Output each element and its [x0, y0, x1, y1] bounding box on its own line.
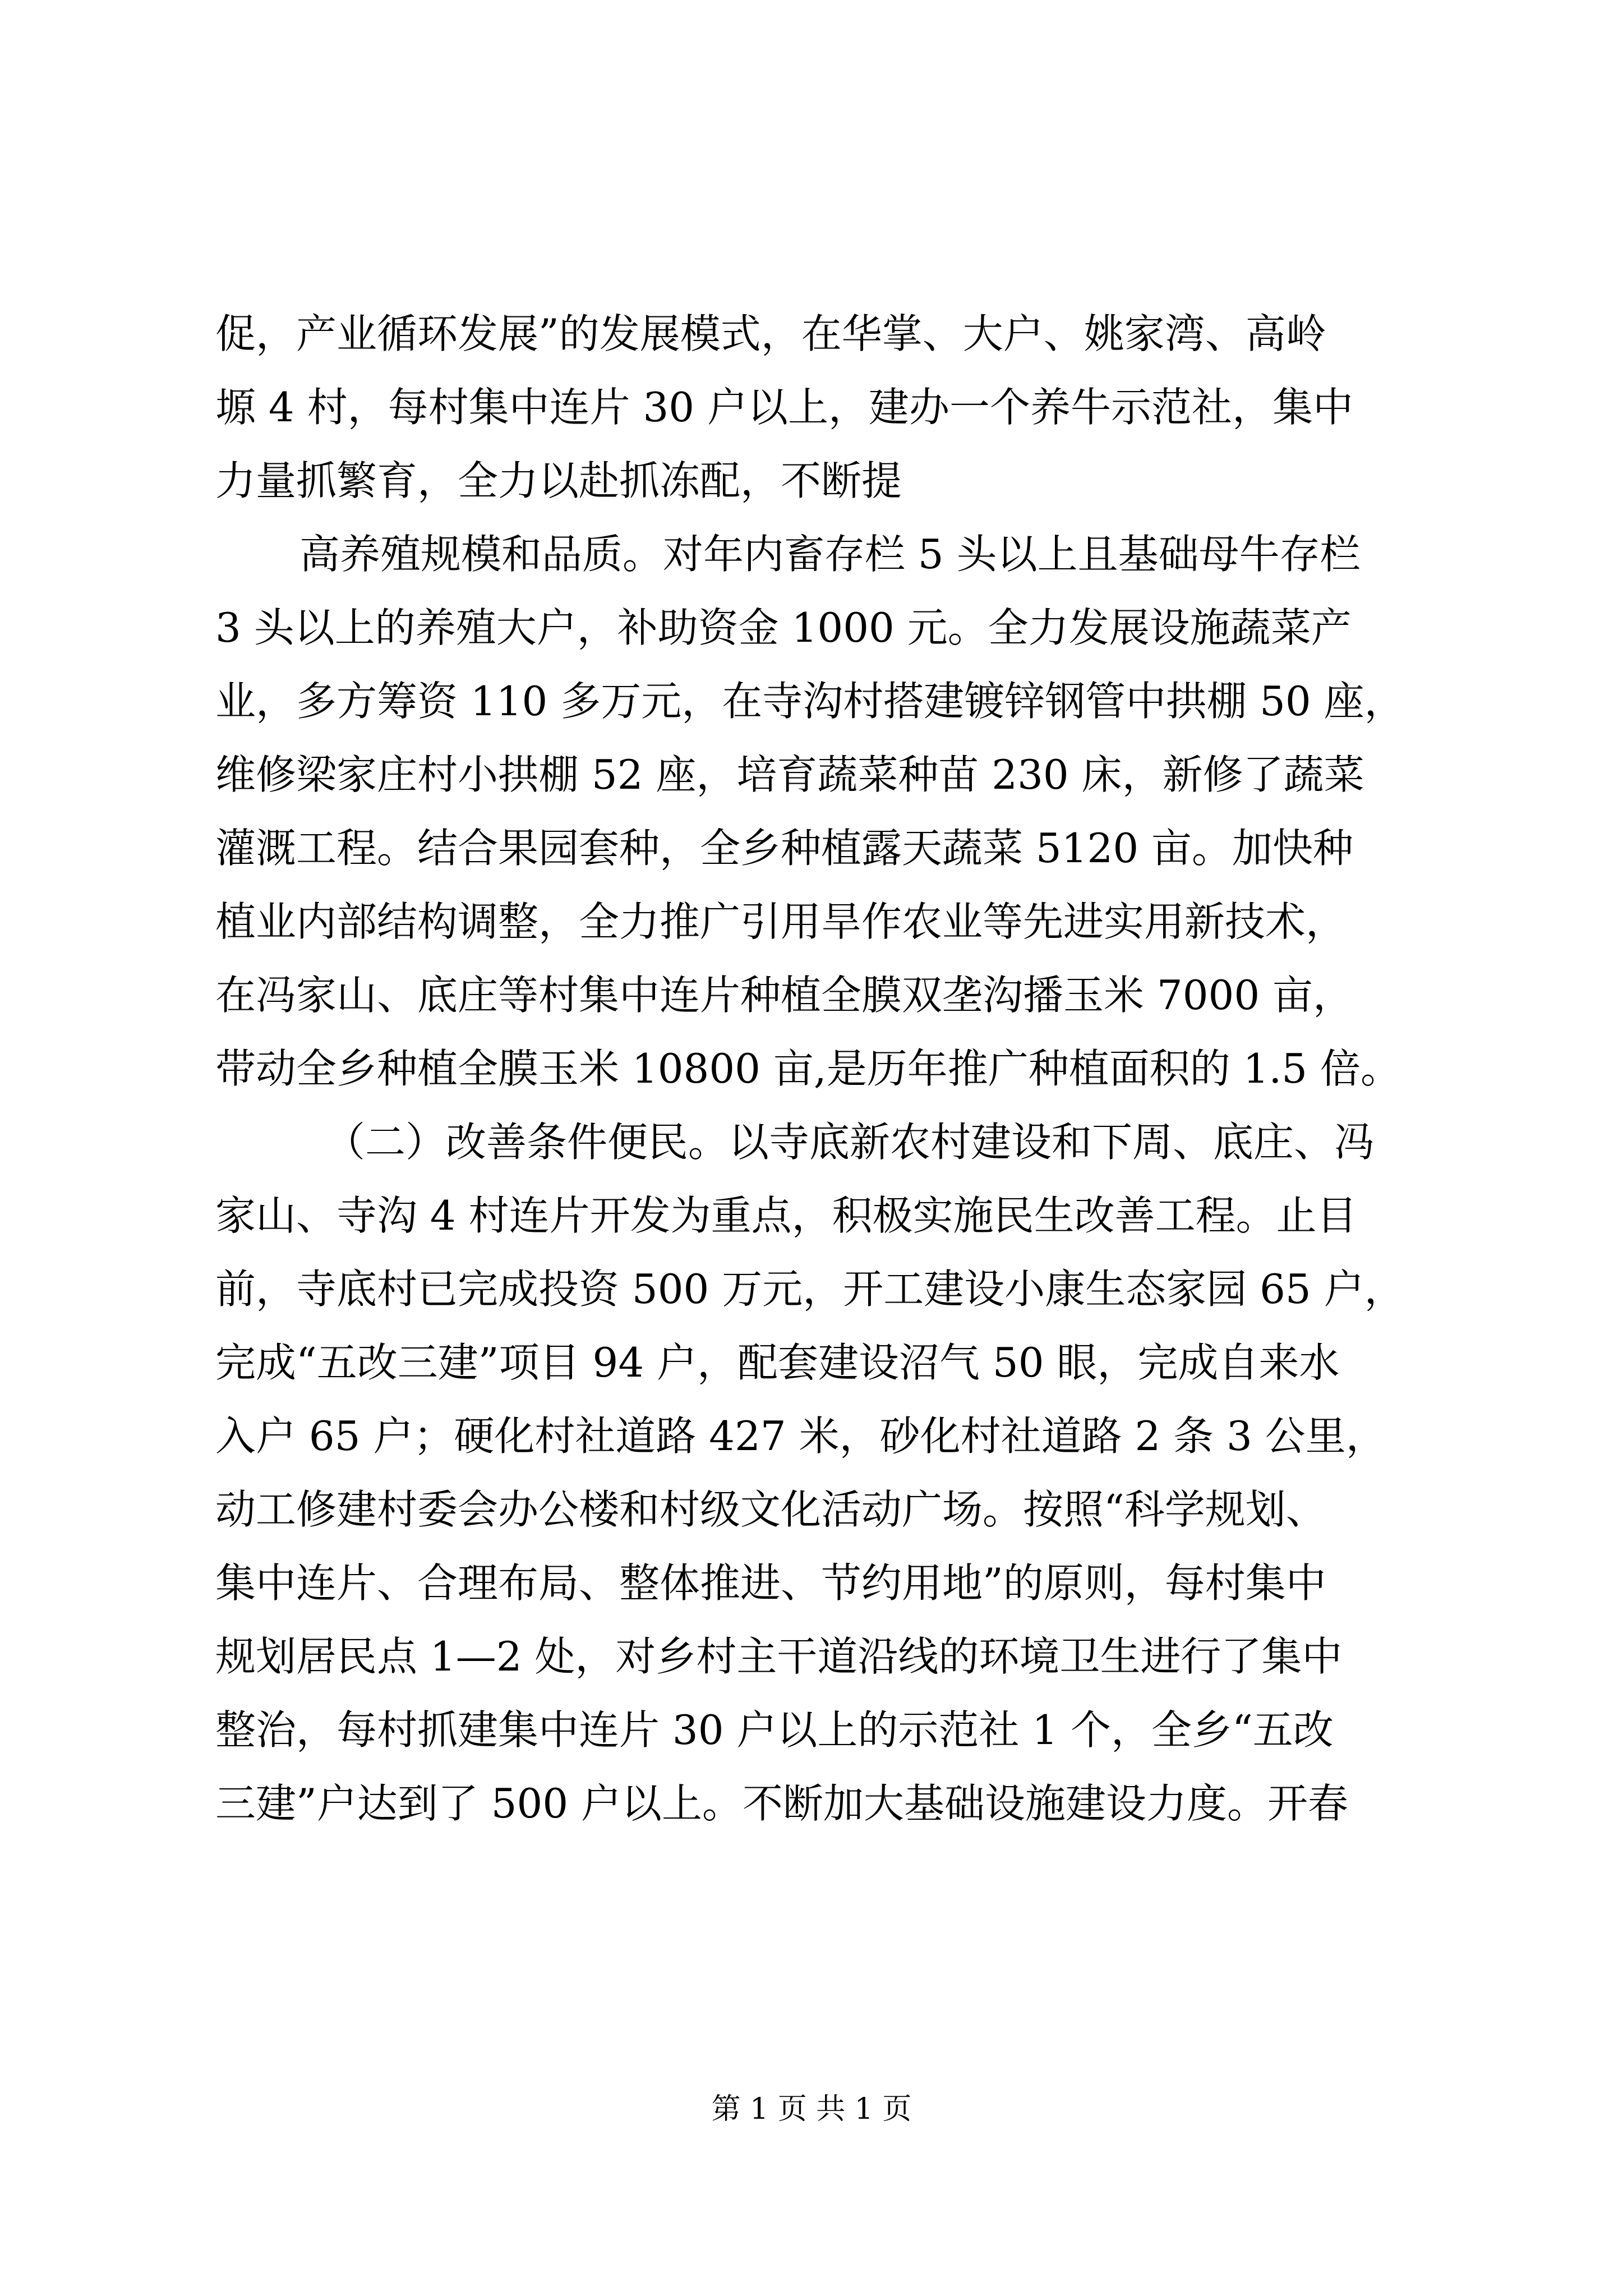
text-line: 塬 4 村，每村集中连片 30 户以上，建办一个养牛示范社，集中: [215, 384, 1353, 431]
text-line: 家山、寺沟 4 村连片开发为重点，积极实施民生改善工程。止目: [215, 1192, 1357, 1239]
body-text: [215, 297, 1427, 1841]
text-line: 力量抓繁育，全力以赴抓冻配，不断提: [215, 457, 902, 504]
page-number-label: 第 1 页 共 1 页: [711, 2092, 912, 2126]
section-heading-line: （二）改善条件便民。以寺底新农村建设和下周、底庄、冯: [325, 1119, 1375, 1166]
paragraph-first-line: 高养殖规模和品质。对年内畜存栏 5 头以上且基础母牛存栏: [299, 531, 1361, 578]
text-line: 三建”户达到了 500 户以上。不断加大基础设施建设力度。开春: [215, 1780, 1349, 1827]
text-line: 集中连片、合理布局、整体推进、节约用地”的原则，每村集中: [215, 1559, 1326, 1607]
text-line: 促，产业循环发展”的发展模式，在华掌、大户、姚家湾、高岭: [215, 310, 1326, 357]
text-line: 动工修建村委会办公楼和村级文化活动广场。按照“科学规划、: [215, 1486, 1326, 1533]
text-line: 规划居民点 1—2 处，对乡村主干道沿线的环境卫生进行了集中: [215, 1633, 1343, 1680]
text-line: 前，寺底村已完成投资 500 万元，开工建设小康生态家园 65 户，: [215, 1266, 1405, 1313]
text-line: 完成“五改三建”项目 94 户，配套建设沼气 50 眼，完成自来水: [215, 1339, 1340, 1386]
text-line: 维修梁家庄村小拱棚 52 座，培育蔬菜种苗 230 床，新修了蔬菜: [215, 751, 1364, 798]
text-line: 带动全乡种植全膜玉米 10800 亩,是历年推广种植面积的 1.5 倍。: [215, 1045, 1401, 1092]
text-line: 在冯家山、底庄等村集中连片种植全膜双垄沟播玉米 7000 亩，: [215, 972, 1354, 1019]
text-line: 业，多方筹资 110 多万元，在寺沟村搭建镀锌钢管中拱棚 50 座，: [215, 678, 1405, 725]
text-line: 整治，每村抓建集中连片 30 户以上的示范社 1 个，全乡“五改: [215, 1706, 1334, 1754]
page-footer: [0, 2087, 1623, 2132]
text-line: 灌溉工程。结合果园套种，全乡种植露天蔬菜 5120 亩。加快种: [215, 825, 1354, 872]
text-line: 植业内部结构调整，全力推广引用旱作农业等先进实用新技术，: [215, 898, 1347, 945]
text-line: 3 头以上的养殖大户，补助资金 1000 元。全力发展设施蔬菜产: [215, 604, 1352, 651]
text-line: 入户 65 户；硬化村社道路 427 米，砂化村社道路 2 条 3 公里，: [215, 1412, 1386, 1460]
